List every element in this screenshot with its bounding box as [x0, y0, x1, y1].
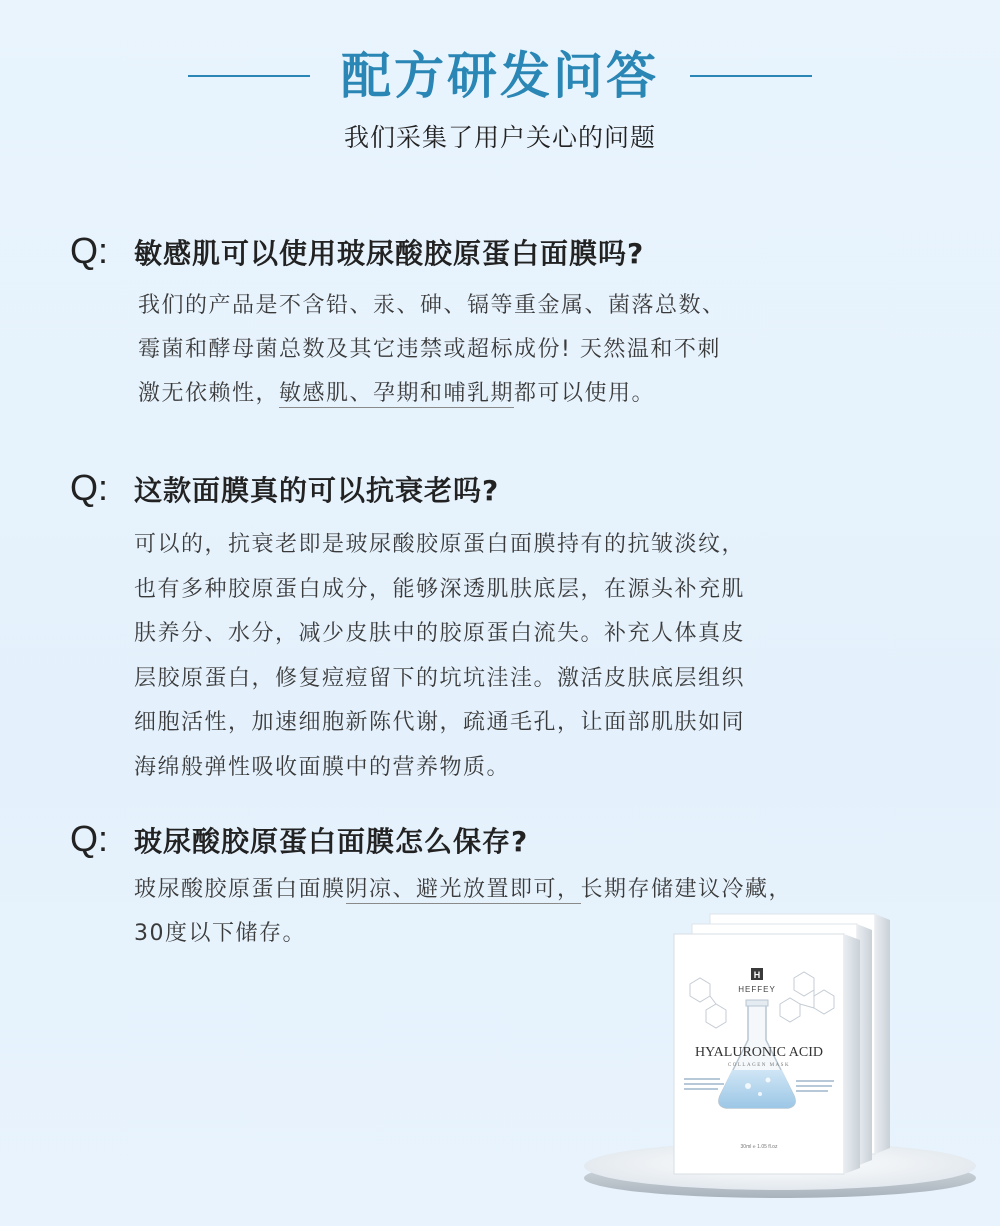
answer-line: 海绵般弹性吸收面膜中的营养物质。: [134, 754, 511, 780]
product-subname: COLLAGEN MASK: [727, 1063, 791, 1068]
answer-highlight: 敏感肌、孕期和哺乳期: [279, 381, 515, 406]
answer-text: [134, 523, 930, 790]
answer-line: 可以的，抗衰老即是玻尿酸胶原蛋白面膜持有的抗皱淡纹，: [134, 532, 746, 557]
qa-item-sensitive-skin: [70, 230, 930, 416]
answer-line: 也有多种胶原蛋白成分，能够深透肌肤底层，在源头补充肌: [134, 576, 746, 602]
product-image: [580, 900, 980, 1200]
answer-highlight: 阴凉、避光放置即可，: [345, 877, 581, 902]
header: [0, 40, 1000, 160]
page-title: 配方研发问答: [341, 47, 659, 105]
answer-segment: 玻尿酸胶原蛋白面膜: [134, 877, 346, 902]
answer-line: 层胶原蛋白，修复痘痘留下的坑坑洼洼。激活皮肤底层组织: [134, 665, 746, 691]
q-marker: Q:: [70, 230, 109, 271]
q-marker: Q:: [70, 467, 109, 508]
product-volume: 30ml ℮ 1.05 fl.oz: [740, 1144, 778, 1150]
answer-line: 30度以下储存。: [134, 921, 306, 946]
answer-segment: 长期存储建议冷藏，: [580, 877, 793, 902]
answer-line: 霉菌和酵母菌总数及其它违禁或超标成份! 天然温和不刺: [138, 337, 721, 362]
qa-item-anti-aging: [70, 467, 930, 790]
answer-text: [138, 284, 930, 416]
page-subtitle: 我们采集了用户关心的问题: [343, 123, 656, 152]
front-box: [674, 934, 860, 1174]
brand-logo-letter: H: [753, 970, 761, 980]
answer-segment: 激无依赖性，: [138, 381, 280, 406]
q-marker: Q:: [70, 818, 109, 859]
answer-line: [138, 372, 930, 416]
question-text: 玻尿酸胶原蛋白面膜怎么保存?: [134, 825, 529, 858]
question-text: 这款面膜真的可以抗衰老吗?: [134, 474, 500, 507]
question-text: 敏感肌可以使用玻尿酸胶原蛋白面膜吗?: [134, 237, 645, 270]
product-illustration: [580, 900, 980, 1200]
product-name: HYALURONIC ACID: [695, 1045, 823, 1060]
answer-line: 肤养分、水分，减少皮肤中的胶原蛋白流失。补充人体真皮: [134, 621, 746, 646]
question-row: [70, 818, 930, 868]
brand-name: HEFFEY: [738, 985, 776, 994]
question-row: [70, 230, 930, 280]
answer-line: 我们的产品是不含铅、汞、砷、镉等重金属、菌落总数、: [138, 293, 726, 318]
question-row: [70, 467, 930, 517]
answer-segment: 都可以使用。: [514, 381, 656, 406]
answer-line: 细胞活性，加速细胞新陈代谢，疏通毛孔，让面部肌肤如同: [134, 710, 746, 735]
